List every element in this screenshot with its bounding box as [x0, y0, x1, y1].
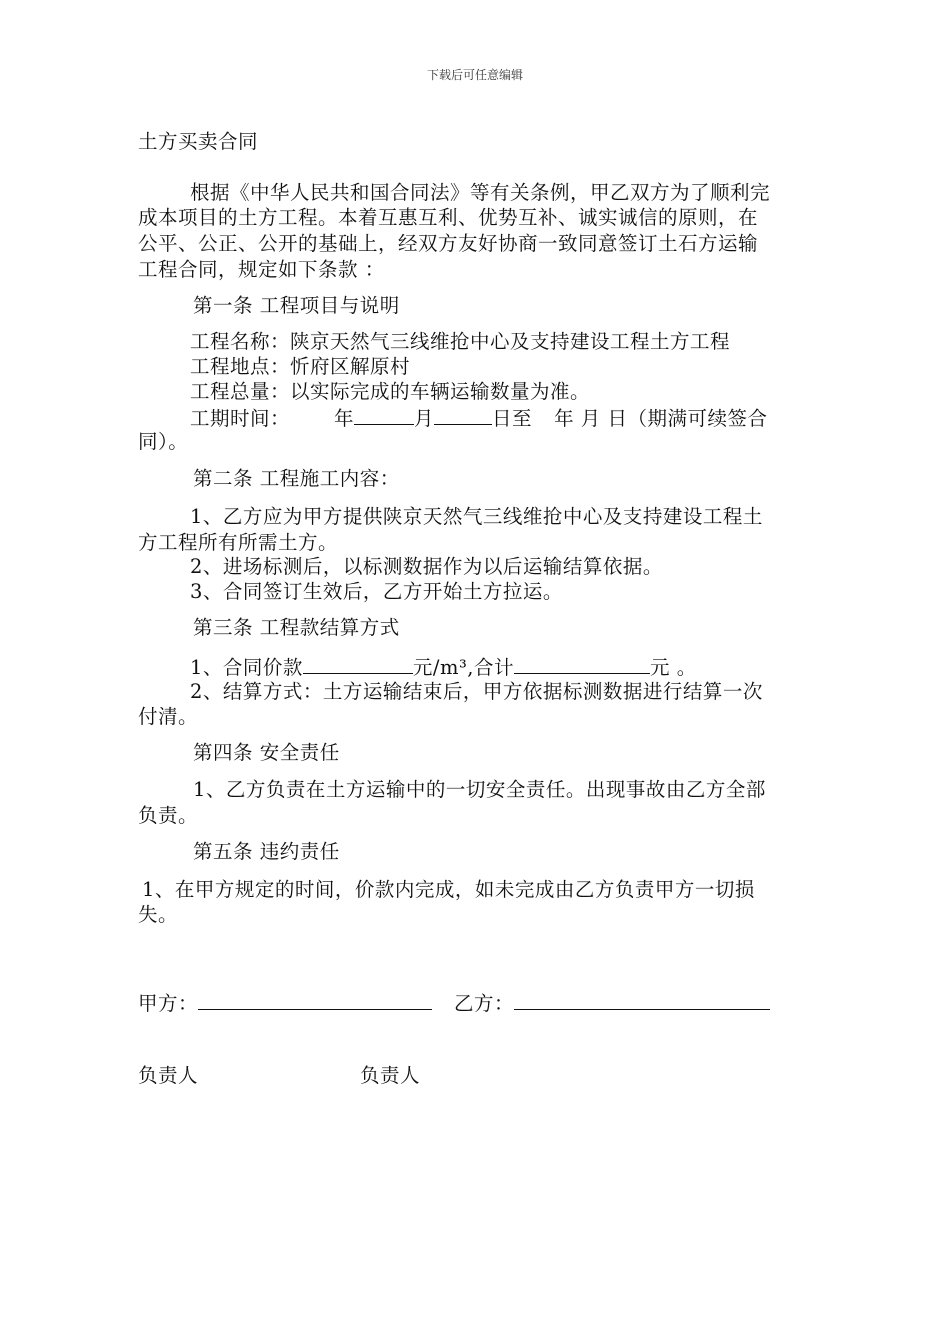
- article5-item-1: 1、在甲方规定的时间，价款内完成，如未完成由乙方负责甲方一切损: [142, 878, 755, 901]
- article2-item-3: 3、合同签订生效后，乙方开始土方拉运。: [190, 580, 563, 603]
- price-unit: 元/m³,合计: [412, 656, 514, 679]
- responsible-a: 负责人: [138, 1064, 199, 1087]
- project-period: [190, 404, 767, 432]
- settlement-line-2: 付清。: [138, 705, 199, 728]
- article2-item-2: 2、进场标测后，以标测数据作为以后运输结算依据。: [190, 555, 663, 578]
- article5-heading: 第五条 违约责任: [193, 840, 340, 863]
- party-b-signature-line[interactable]: [514, 989, 770, 1010]
- article4-item-1: 1、乙方负责在土方运输中的一切安全责任。出现事故由乙方全部: [193, 778, 766, 801]
- article3-heading: 第三条 工程款结算方式: [193, 616, 400, 639]
- project-location: 工程地点：忻府区解原村: [190, 355, 411, 378]
- period-day-blank[interactable]: [434, 404, 492, 425]
- document-title: 土方买卖合同: [138, 130, 259, 153]
- article4-heading: 第四条 安全责任: [193, 741, 340, 764]
- article2-item-1-cont: 方工程所有所需土方。: [138, 531, 339, 554]
- article4-item-1-cont: 负责。: [138, 804, 199, 827]
- signature-row: [138, 989, 770, 1017]
- party-b-label: 乙方：: [454, 992, 515, 1015]
- period-label: 工期时间：: [190, 407, 291, 430]
- period-year: 年: [334, 407, 355, 430]
- project-period-cont: 同）。: [138, 430, 189, 453]
- intro-line-3: 公平、公正、公开的基础上，经双方友好协商一致同意签订土石方运输: [138, 232, 759, 255]
- article2-heading: 第二条 工程施工内容：: [193, 467, 400, 490]
- header-note: 下载后可任意编辑: [426, 68, 523, 82]
- party-a-signature-line[interactable]: [198, 989, 432, 1010]
- article2-item-1: 1、乙方应为甲方提供陕京天然气三线维抢中心及支持建设工程土: [190, 505, 763, 528]
- intro-line-1: 根据《中华人民共和国合同法》等有关条例，甲乙双方为了顺利完: [190, 181, 771, 204]
- contract-price: [190, 653, 697, 681]
- article5-item-1-cont: 失。: [138, 903, 179, 926]
- article1-heading: 第一条 工程项目与说明: [193, 294, 400, 317]
- total-price-blank[interactable]: [514, 653, 650, 674]
- period-month-blank[interactable]: [354, 404, 414, 425]
- intro-line-2: 成本项目的土方工程。本着互惠互利、优势互补、诚实诚信的原则，在: [138, 206, 759, 229]
- intro-line-4: 工程合同，规定如下条款 ：: [138, 258, 385, 281]
- party-a-label: 甲方：: [138, 992, 199, 1015]
- period-month: 月: [414, 407, 435, 430]
- project-quantity: 工程总量：以实际完成的车辆运输数量为准。: [190, 380, 591, 403]
- period-day-to: 日至: [492, 407, 533, 430]
- period-end: 年 月 日（期满可续签合: [554, 407, 768, 430]
- responsible-b: 负责人: [360, 1064, 421, 1087]
- price-end: 元 。: [650, 656, 697, 679]
- unit-price-blank[interactable]: [303, 653, 413, 674]
- settlement-line-1: 2、结算方式：土方运输结束后，甲方依据标测数据进行结算一次: [190, 680, 763, 703]
- project-name: 工程名称：陕京天然气三线维抢中心及支持建设工程土方工程: [190, 330, 731, 353]
- price-label: 1、合同价款: [190, 656, 303, 679]
